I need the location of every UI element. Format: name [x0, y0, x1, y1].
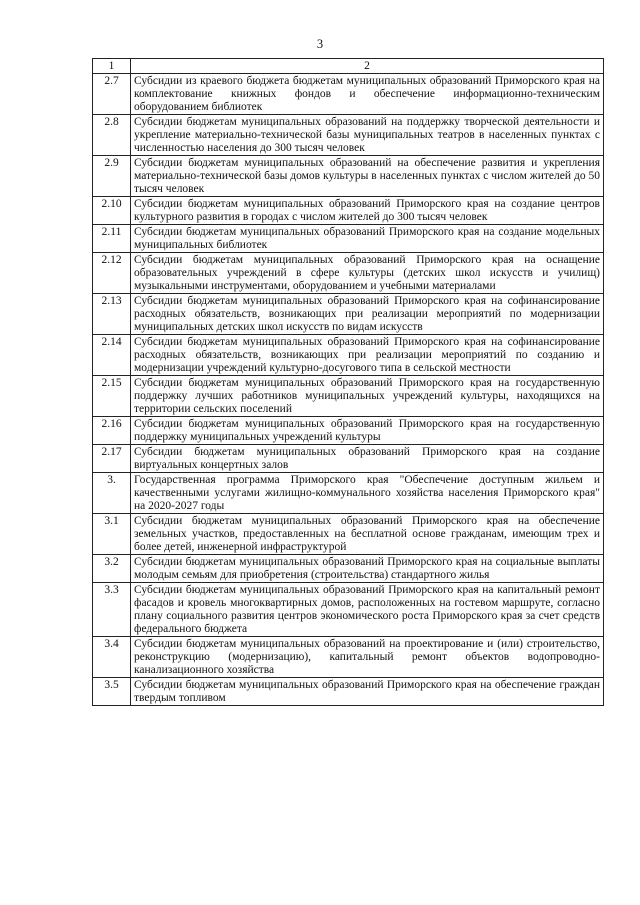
table-row — [93, 445, 604, 473]
table-row — [93, 473, 604, 514]
row-text: Субсидии бюджетам муниципальных образований Приморского края на обеспечение граждан твердым топливом — [131, 678, 604, 706]
row-text: Субсидии бюджетам муниципальных образований Приморского края на социальные выплаты молодым семьям для приобретения (строительства) стандартного жилья — [131, 555, 604, 583]
table-header-row — [93, 59, 604, 74]
table-row — [93, 197, 604, 225]
header-col-1: 1 — [93, 59, 131, 74]
table-row — [93, 115, 604, 156]
row-text: Субсидии бюджетам муниципальных образований Приморского края на обеспечение земельных участков, предоставленных на бесплатной основе гражданам, имеющим трех и более детей, инженерной инфраструктурой — [131, 514, 604, 555]
row-text: Государственная программа Приморского края "Обеспечение доступным жильем и качественными услугами жилищно-коммунального хозяйства населения Приморского края" на 2020-2027 годы — [131, 473, 604, 514]
row-number: 2.17 — [93, 445, 131, 473]
row-number: 2.7 — [93, 74, 131, 115]
row-number: 2.10 — [93, 197, 131, 225]
table-row — [93, 417, 604, 445]
page-number: 3 — [316, 37, 324, 51]
table-row — [93, 294, 604, 335]
row-text: Субсидии бюджетам муниципальных образований Приморского края на оснащение образовательных учреждений в сфере культуры (детских школ искусств и училищ) музыкальными инструментами, оборудованием и учебными материалами — [131, 253, 604, 294]
row-number: 2.9 — [93, 156, 131, 197]
row-text: Субсидии бюджетам муниципальных образований Приморского края на создание виртуальных концертных залов — [131, 445, 604, 473]
row-text: Субсидии бюджетам муниципальных образований Приморского края на софинансирование расходных обязательств, возникающих при реализации мероприятий по модернизации муниципальных детских школ искусств по видам искусств — [131, 294, 604, 335]
row-text: Субсидии бюджетам муниципальных образований Приморского края на государственную поддержку лучших работников муниципальных учреждений культуры, находящихся на территории сельских поселений — [131, 376, 604, 417]
table-row — [93, 637, 604, 678]
row-number: 2.12 — [93, 253, 131, 294]
table-row — [93, 555, 604, 583]
row-number: 2.14 — [93, 335, 131, 376]
row-number: 3.2 — [93, 555, 131, 583]
table-row — [93, 225, 604, 253]
row-number: 3.5 — [93, 678, 131, 706]
table-row — [93, 74, 604, 115]
row-number: 3.4 — [93, 637, 131, 678]
subsidies-table — [92, 58, 604, 706]
row-text: Субсидии бюджетам муниципальных образований на обеспечение развития и укрепления материально-технической базы домов культуры в населенных пунктах с числом жителей до 50 тысяч человек — [131, 156, 604, 197]
row-text: Субсидии бюджетам муниципальных образований Приморского края на софинансирование расходных обязательств, возникающих при реализации мероприятий по созданию и модернизации учреждений культурно-досугового типа в сельской местности — [131, 335, 604, 376]
row-number: 2.13 — [93, 294, 131, 335]
table-row — [93, 253, 604, 294]
row-number: 3. — [93, 473, 131, 514]
table-row — [93, 376, 604, 417]
table-row — [93, 514, 604, 555]
table-row — [93, 156, 604, 197]
row-text: Субсидии из краевого бюджета бюджетам муниципальных образований Приморского края на комплектование книжных фондов и обеспечение информационно-техническим оборудованием библиотек — [131, 74, 604, 115]
row-number: 3.1 — [93, 514, 131, 555]
row-text: Субсидии бюджетам муниципальных образований Приморского края на государственную поддержку муниципальных учреждений культуры — [131, 417, 604, 445]
table-row — [93, 678, 604, 706]
header-col-2: 2 — [131, 59, 604, 74]
table-row — [93, 335, 604, 376]
row-number: 2.8 — [93, 115, 131, 156]
row-number: 2.11 — [93, 225, 131, 253]
row-text: Субсидии бюджетам муниципальных образований Приморского края на капитальный ремонт фасадов и кровель многоквартирных домов, расположенных на гостевом маршруте, согласно плану социального развития центров экономического роста Приморского края за счет средств федерального бюджета — [131, 583, 604, 637]
row-text: Субсидии бюджетам муниципальных образований на поддержку творческой деятельности и укрепление материально-технической базы муниципальных театров в населенных пунктах с численностью населения до 300 тысяч человек — [131, 115, 604, 156]
row-text: Субсидии бюджетам муниципальных образований Приморского края на создание модельных муниципальных библиотек — [131, 225, 604, 253]
row-text: Субсидии бюджетам муниципальных образований Приморского края на создание центров культурного развития в городах с числом жителей до 300 тысяч человек — [131, 197, 604, 225]
row-number: 2.16 — [93, 417, 131, 445]
table-row — [93, 583, 604, 637]
row-text: Субсидии бюджетам муниципальных образований на проектирование и (или) строительство, реконструкцию (модернизацию), капитальный ремонт объектов водопроводно-канализационного хозяйства — [131, 637, 604, 678]
row-number: 2.15 — [93, 376, 131, 417]
row-number: 3.3 — [93, 583, 131, 637]
